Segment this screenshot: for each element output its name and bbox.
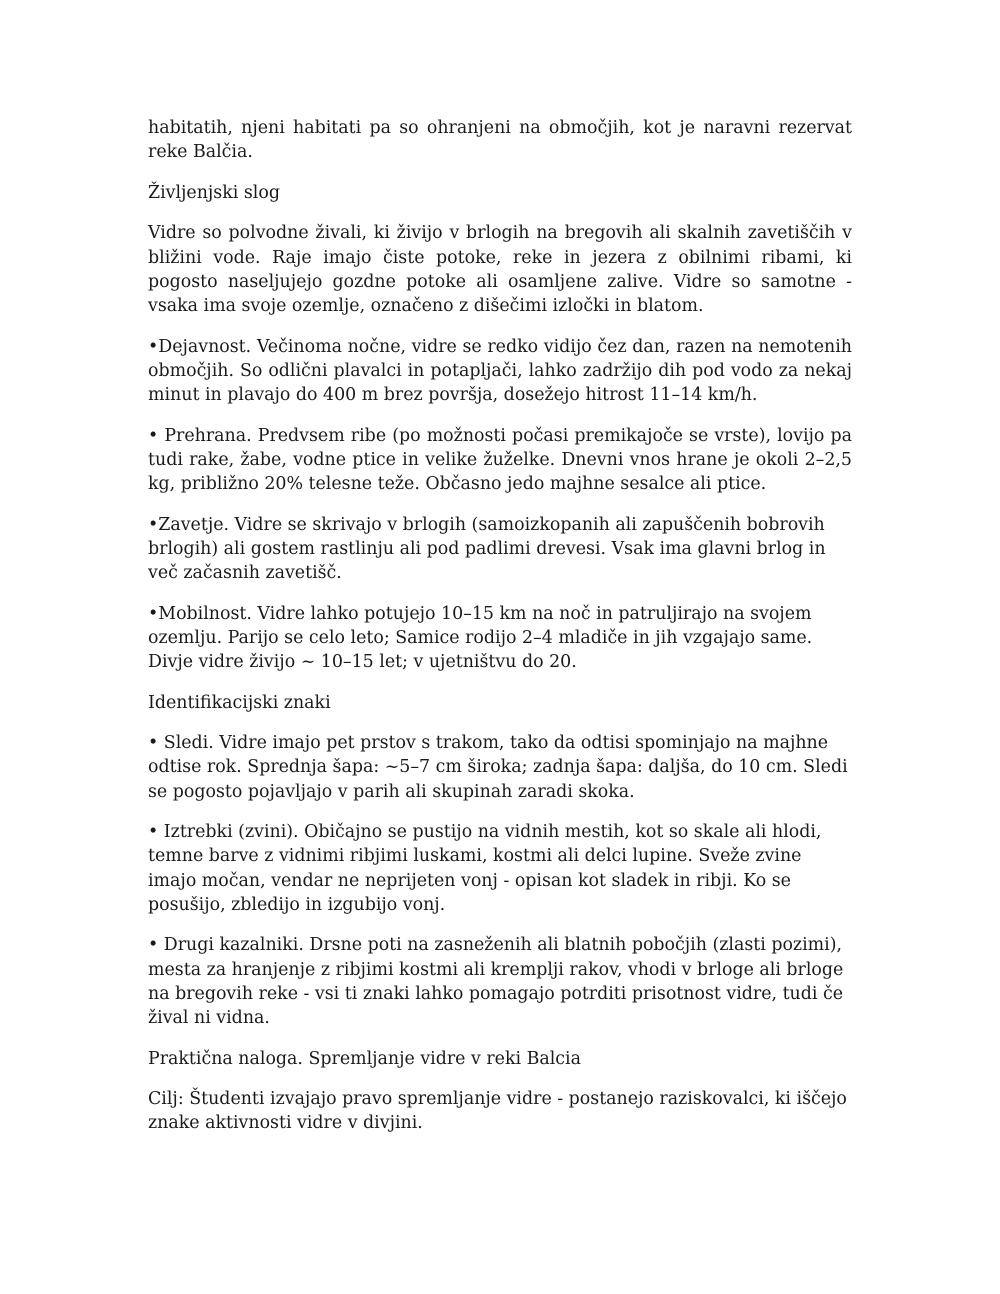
section-heading-identification: Identifikacijski znaki xyxy=(148,692,331,713)
paragraph-semiaquatic: Vidre so polvodne živali, ki živijo v brlogih na bregovih ali skalnih zavetiščih v bližini vode. Raje imajo čiste potoke, reke in jezera z obilnimi ribami, ki pogosto naseljujejo gozdne potoke ali osamljene zalive. Vidre so samotne - vsaka ima svoje ozemlje, označeno z dišečimi izločki in blatom. xyxy=(148,223,852,316)
bullet-other-indicators: • Drugi kazalniki. Drsne poti na zasneženih ali blatnih pobočjih (zlasti pozimi), mesta za hranjenje z ribjimi kostmi ali kremplji rakov, vhodi v brloge ali brloge na bregovih reke - vsi ti znaki lahko pomagajo potrditi prisotnost vidre, tudi če žival ni vidna. xyxy=(148,935,844,1028)
paragraph-goal: Cilj: Študenti izvajajo pravo spremljanje vidre - postanejo raziskovalci, ki iščejo znake aktivnosti vidre v divjini. xyxy=(148,1089,847,1134)
bullet-activity: •Dejavnost. Večinoma nočne, vidre se redko vidijo čez dan, razen na nemotenih območjih. So odlični plavalci in potapljači, lahko zadržijo dih pod vodo za nekaj minut in plavajo do 400 m brez površja, dosežejo hitrost 11–14 km/h. xyxy=(148,336,852,405)
paragraph-habitat-continuation: habitatih, njeni habitati pa so ohranjeni na območjih, kot je naravni rezervat reke Balčia. xyxy=(148,118,852,163)
section-heading-practical-task: Praktična naloga. Spremljanje vidre v reki Balcia xyxy=(148,1048,581,1069)
document-page xyxy=(148,116,852,1152)
section-heading-lifestyle: Življenjski slog xyxy=(148,182,280,203)
bullet-mobility: •Mobilnost. Vidre lahko potujejo 10–15 km na noč in patruljirajo na svojem ozemlju. Parijo se celo leto; Samice rodijo 2–4 mladiče in jih vzgajajo same. Divje vidre živijo ~ 10–15 let; v ujetništvu do 20. xyxy=(148,603,813,672)
bullet-diet: • Prehrana. Predvsem ribe (po možnosti počasi premikajoče se vrste), lovijo pa tudi rake, žabe, vodne ptice in velike žuželke. Dnevni vnos hrane je okoli 2–2,5 kg, približno 20% telesne teže. Občasno jedo majhne sesalce ali ptice. xyxy=(148,425,852,494)
bullet-droppings: • Iztrebki (zvini). Običajno se pustijo na vidnih mestih, kot so skale ali hlodi, temne barve z vidnimi ribjimi luskami, kostmi ali delci lupine. Sveže zvine imajo močan, vendar ne neprijeten vonj - opisan kot sladek in ribji. Ko se posušijo, zbledijo in izgubijo vonj. xyxy=(148,822,822,915)
bullet-shelter: •Zavetje. Vidre se skrivajo v brlogih (samoizkopanih ali zapuščenih bobrovih brlogih) ali gostem rastlinju ali pod padlimi drevesi. Vsak ima glavni brlog in več začasnih zavetišč. xyxy=(148,514,826,583)
bullet-tracks: • Sledi. Vidre imajo pet prstov s trakom, tako da odtisi spominjajo na majhne odtise rok. Sprednja šapa: ~5–7 cm široka; zadnja šapa: daljša, do 10 cm. Sledi se pogosto pojavljajo v parih ali skupinah zaradi skoka. xyxy=(148,733,848,802)
